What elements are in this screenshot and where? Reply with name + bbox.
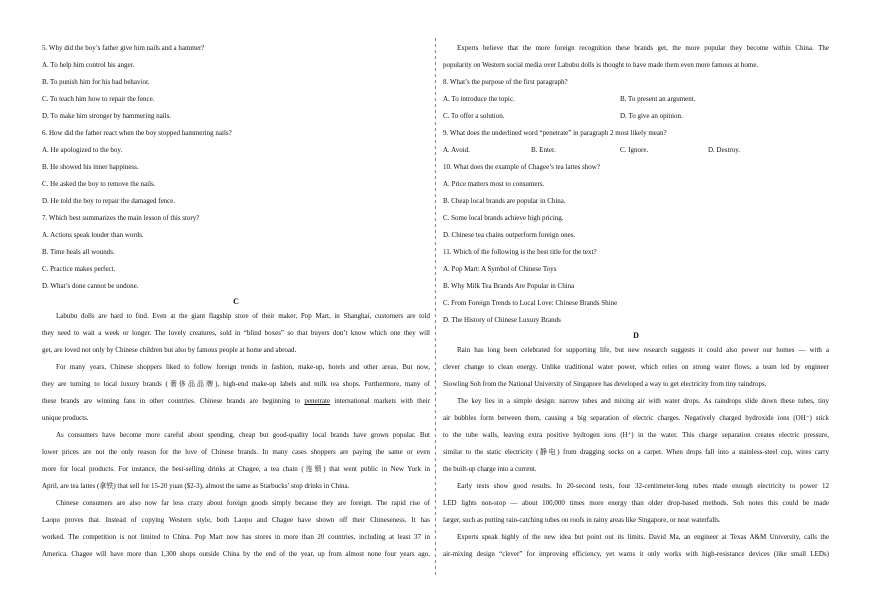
- passage-d-paragraph-1: [443, 342, 829, 393]
- text-segment: these brands are winning fans in other countries. Chinese brands are beginning to: [42, 397, 305, 405]
- column-divider: [435, 38, 436, 578]
- text-line: LED lights non-stop — about 100,000 times more energy than older drop-based methods. Soh notes this could be made: [443, 499, 829, 507]
- text-line: Rain has long been celebrated for supporting life, but new research suggests it could also power our homes — with a: [457, 346, 829, 354]
- text-line: they need to wait a week or longer. The lovely creatures, sold in “blind boxes” so that buyers don’t know which one they will: [42, 329, 430, 337]
- option-9c: C. Ignore.: [620, 146, 649, 154]
- option-9d: D. Destroy.: [708, 146, 741, 154]
- text-line: Siowling Soh from the National University of Singapore has developed a way to get electricity from tiny raindrops.: [443, 380, 767, 388]
- text-line: worked. The competition is not limited to China. Pop Mart now has stores in more than 20 countries, including at least 37 in: [42, 533, 430, 541]
- text-line: unique products.: [42, 414, 89, 422]
- question-10: 10. What does the example of Chagee’s tea lattes show?: [443, 163, 600, 171]
- option-6c: C. He asked the boy to remove the nails.: [42, 180, 156, 188]
- text-line: For many years, Chinese shoppers liked to follow foreign trends in fashion, make-up, hotels and other areas. But now,: [56, 363, 430, 371]
- option-5a: A. To help him control his anger.: [42, 61, 135, 69]
- question-6: 6. How did the father react when the boy stopped hammering nails?: [42, 129, 232, 137]
- text-line: to the tube walls, leaving extra positive hydrogen ions (H⁺) in the water. This charge separation creates electric pressure,: [443, 431, 829, 439]
- question-5: 5. Why did the boy’s father give him nails and a hammer?: [42, 44, 205, 52]
- option-8b: B. To present an argument.: [620, 95, 696, 103]
- option-5d: D. To make him stronger by hammering nails.: [42, 112, 172, 120]
- section-d-heading: D: [633, 331, 639, 340]
- option-6a: A. He apologized to the boy.: [42, 146, 123, 154]
- text-line: they are turning to local luxury brands (奢侈品品牌), high-end make-up labels and milk tea shops. Furthermore, many of: [42, 380, 430, 388]
- right-column: [443, 40, 829, 563]
- passage-d-paragraph-4: [443, 529, 829, 563]
- text-line: the built-up charge into a current.: [443, 465, 537, 473]
- option-7a: A. Actions speak louder than words.: [42, 231, 144, 239]
- text-line: clever change to clean energy. Unlike traditional water power, which relies on strong water flows, a team led by engineer: [443, 363, 829, 371]
- text-line: [42, 393, 430, 410]
- option-8a: A. To introduce the topic.: [443, 95, 515, 103]
- text-line: The key lies in a simple design: narrow tubes and mixing air with water drops. As raindrops slide down these tubes, tiny: [457, 397, 829, 405]
- underlined-word-penetrate: penetrate: [304, 397, 331, 405]
- option-10d: D. Chinese tea chains outperform foreign ones.: [443, 231, 576, 239]
- option-11d: D. The History of Chinese Luxury Brands: [443, 316, 561, 324]
- text-line: more for local products. For instance, the best-selling drinks at Chagee, a tea chain (连锁) that went public in New York in: [42, 465, 430, 473]
- text-line: lower prices are not the only reason for the love of Chinese brands. In many cases shoppers are paying the same or even: [42, 448, 430, 456]
- options-8-row-2: [443, 108, 829, 125]
- text-line: Experts speak highly of the new idea but point out its limits. David Ma, an engineer at Texas A&M University, calls the: [457, 533, 829, 541]
- option-5c: C. To teach him how to repair the fence.: [42, 95, 155, 103]
- option-11c: C. From Foreign Trends to Local Love: Chinese Brands Shine: [443, 299, 618, 307]
- option-10c: C. Some local brands achieve high pricing.: [443, 214, 564, 222]
- question-9: 9. What does the underlined word “penetrate” in paragraph 2 most likely mean?: [443, 129, 667, 137]
- passage-d-paragraph-3: [443, 478, 829, 529]
- option-5b: B. To punish him for his bad behavior.: [42, 78, 150, 86]
- option-6b: B. He showed his inner happiness.: [42, 163, 139, 171]
- text-line: air-mixing design “clever” for improving efficiency, yet warns it only works with high-resistance devices (like small LEDs): [443, 550, 829, 558]
- passage-c-paragraph-4: [42, 495, 430, 563]
- text-line: larger, such as putting rain-catching tubes on roofs in rainy areas like Singapore, or near waterfalls.: [443, 516, 721, 524]
- options-9-row: [443, 142, 829, 159]
- text-line: Labubu dolls are hard to find. Even at the giant flagship store of their maker, Pop Mart, in Shanghai, customers are told: [56, 312, 430, 320]
- question-11: 11. Which of the following is the best title for the text?: [443, 248, 597, 256]
- option-11b: B. Why Milk Tea Brands Are Popular in China: [443, 282, 575, 290]
- text-line: popularity on Western social media over Labubu dolls is thought to have made them even more famous at home.: [443, 61, 759, 69]
- text-line: Early tests show good results. In 20-second tests, four 32-centimeter-long tubes made enough electricity to power 12: [457, 482, 829, 490]
- option-9a: A. Avoid.: [443, 146, 470, 154]
- passage-d-paragraph-2: [443, 393, 829, 478]
- option-6d: D. He told the boy to repair the damaged fence.: [42, 197, 176, 205]
- text-segment: international markets with their: [330, 397, 430, 405]
- text-line: Laopu proves that. Instead of copying Western style, both Laopu and Chagee have shown off their Chineseness. It has: [42, 516, 430, 524]
- passage-c-paragraph-1: [42, 308, 430, 359]
- text-line: America. Chagee will have more than 1,300 shops outside China by the end of the year, up from almost none four years ago.: [42, 550, 430, 558]
- option-8c: C. To offer a solution.: [443, 112, 505, 120]
- passage-c-paragraph-2: [42, 359, 430, 427]
- option-9b: B. Enter.: [531, 146, 556, 154]
- option-7c: C. Practice makes perfect.: [42, 265, 116, 273]
- text-line: get, are loved not only by Chinese children but also by famous people at home and abroad.: [42, 346, 297, 354]
- text-line: April, are tea lattes (拿铁) that sell for 15-20 yuan ($2-3), almost the same as Starbucks’ stop drinks in China.: [42, 482, 350, 490]
- text-line: Experts believe that the more foreign recognition these brands get, the more popular they become within China. The: [457, 44, 829, 52]
- section-c-heading: C: [233, 297, 239, 306]
- option-8d: D. To give an opinion.: [620, 112, 683, 120]
- question-8: 8. What’s the purpose of the first paragraph?: [443, 78, 568, 86]
- option-11a: A. Pop Mart: A Symbol of Chinese Toys: [443, 265, 557, 273]
- question-7: 7. Which best summarizes the main lesson of this story?: [42, 214, 200, 222]
- option-10b: B. Cheap local brands are popular in China.: [443, 197, 566, 205]
- passage-c-paragraph-5: [443, 40, 829, 74]
- left-column: [42, 40, 430, 563]
- option-7b: B. Time heals all wounds.: [42, 248, 115, 256]
- text-line: similar to the static electricity (静电) from dragging socks on a carpet. When drops fall into a stainless-steel cup, wires carry: [443, 448, 829, 456]
- passage-c-paragraph-3: [42, 427, 430, 495]
- option-7d: D. What’s done cannot be undone.: [42, 282, 139, 290]
- text-line: Chinese consumers are also now far less crazy about foreign goods simply because they are foreign. The rapid rise of: [56, 499, 430, 507]
- text-line: air bubbles form between them, causing a big separation of electric charges. Negatively charged hydroxide ions (OH⁻) stick: [443, 414, 829, 422]
- option-10a: A. Price matters most to consumers.: [443, 180, 545, 188]
- options-8-row-1: [443, 91, 829, 108]
- text-line: As consumers have become more careful about spending, cheap but good-quality local brands have grown popular. But: [56, 431, 430, 439]
